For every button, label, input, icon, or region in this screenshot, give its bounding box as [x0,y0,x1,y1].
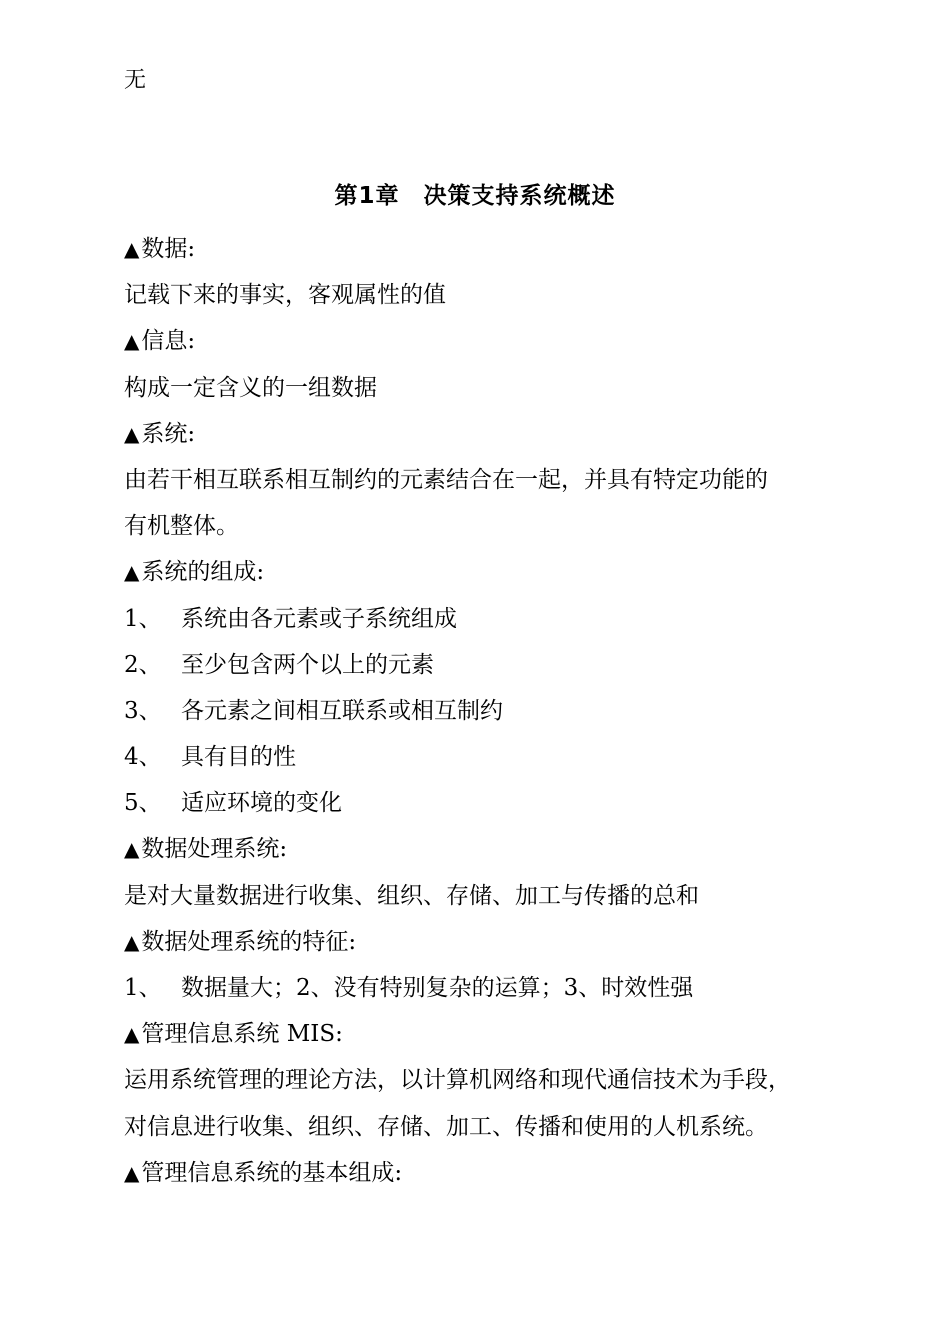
section-heading-text: 管理信息系统的基本组成: [141,1159,403,1186]
paragraph-line: 是对大量数据进行收集、组织、存储、加工与传播的总和 [124,882,699,909]
paragraph-line: 有机整体。 [124,513,239,540]
document-body [124,226,864,1196]
list-item-text: 数据量大；2、没有特别复杂的运算；3、时效性强 [181,975,694,1001]
section-heading [124,919,864,965]
list-item-number: 3、 [124,697,162,724]
list-item [124,780,864,826]
header-note: 无 [124,68,147,93]
list-item-text: 适应环境的变化 [181,790,342,817]
section-heading-text: 信息: [141,328,196,355]
triangle-marker-icon: ▲ [124,421,140,446]
paragraph-line: 由若干相互联系相互制约的元素结合在一起，并具有特定功能的 [124,466,768,493]
list-item-text: 各元素之间相互联系或相互制约 [181,697,503,724]
triangle-marker-icon: ▲ [124,1022,140,1047]
section-heading-text: 数据处理系统: [141,836,288,863]
list-item-number: 1、 [124,605,162,632]
triangle-marker-icon: ▲ [124,929,140,954]
section-heading [124,411,864,457]
section-heading [124,318,864,364]
list-item [124,734,864,780]
list-item [124,688,864,734]
chapter-title [0,180,950,212]
chapter-name: 决策支持系统概述 [423,183,616,209]
list-item [124,642,864,688]
list-item-number: 1、 [124,975,162,1001]
paragraph-line: 对信息进行收集、组织、存储、加工、传播和使用的人机系统。 [124,1113,768,1140]
triangle-marker-icon: ▲ [124,560,140,585]
paragraph-line: 运用系统管理的理论方法，以计算机网络和现代通信技术为手段， [124,1067,791,1094]
section-heading [124,549,864,595]
list-item-number: 4、 [124,744,162,771]
section-heading-text: 管理信息系统 MIS: [141,1021,343,1048]
list-item-number: 2、 [124,651,162,678]
triangle-marker-icon: ▲ [124,837,140,862]
section-heading [124,1150,864,1196]
list-item-text: 具有目的性 [181,744,296,771]
section-heading [124,826,864,872]
section-heading [124,226,864,272]
section-heading-text: 系统的组成: [141,559,265,586]
section-heading-text: 系统: [141,420,196,447]
paragraph-line: 构成一定含义的一组数据 [124,374,377,401]
list-item-text: 至少包含两个以上的元素 [181,651,434,678]
triangle-marker-icon: ▲ [124,329,140,354]
list-item [124,965,864,1011]
paragraph-line: 记载下来的事实，客观属性的值 [124,282,446,309]
section-heading-text: 数据: [141,236,196,262]
section-heading [124,1011,864,1057]
triangle-marker-icon: ▲ [124,237,140,261]
list-item [124,596,864,642]
section-heading-text: 数据处理系统的特征: [141,928,357,955]
list-item-text: 系统由各元素或子系统组成 [181,605,457,632]
chapter-number: 第1章 [334,183,400,209]
triangle-marker-icon: ▲ [124,1160,140,1185]
list-item-number: 5、 [124,790,162,817]
